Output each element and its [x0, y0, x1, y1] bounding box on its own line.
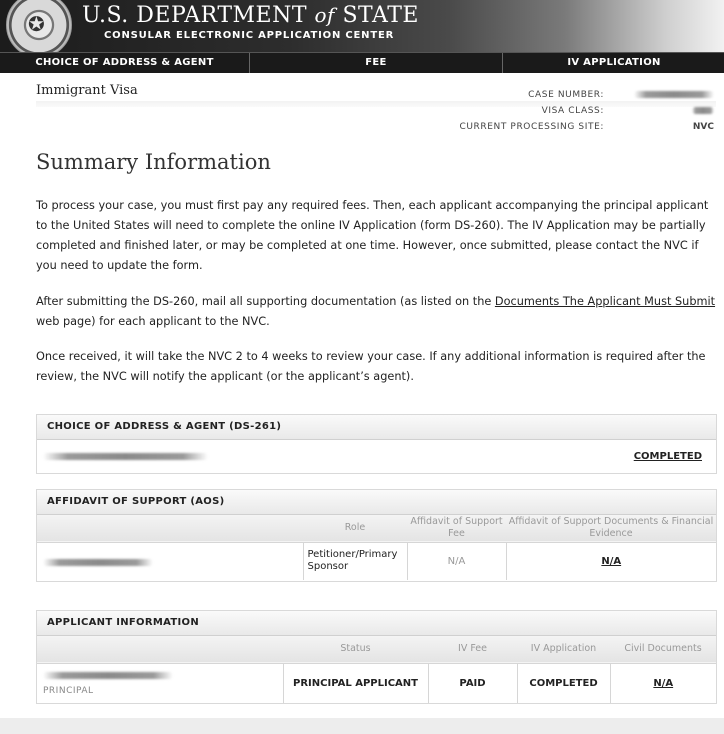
aos-role: Petitioner/Primary Sponsor — [303, 542, 407, 580]
aos-section — [36, 489, 717, 582]
visa-class-label: VISA CLASS: — [541, 106, 604, 116]
address-agent-status-link[interactable]: COMPLETED — [633, 451, 702, 462]
aos-documents-link[interactable]: N/A — [601, 555, 622, 567]
nav-tab-fee[interactable]: FEE — [250, 53, 503, 73]
main-nav — [0, 52, 724, 73]
applicant-col-status: Status — [340, 643, 371, 655]
summary-paragraph-review: Once received, it will take the NVC 2 to 4 weeks to review your case. If any additional information is required after the review, the NVC will notify the applicant (or the applicant’s agent). — [36, 350, 706, 383]
applicant-iv-application: COMPLETED — [517, 663, 610, 703]
applicant-status: PRINCIPAL APPLICANT — [283, 663, 428, 703]
state-department-seal-icon: ✪ — [6, 0, 72, 52]
summary-paragraph-fees: To process your case, you must first pay any required fees. Then, each applicant accompanying the principal applicant to the United States will need to complete the online IV Application (form DS-260). The IV Application may be partially completed and finished later, or may be completed at one time. However, once submitted, please contact the NVC if you need to update the form. — [36, 199, 709, 272]
site-subtitle: CONSULAR ELECTRONIC APPLICATION CENTER — [104, 30, 395, 41]
redacted-visa-class — [692, 107, 714, 114]
aos-col-fee: Affidavit of Support Fee — [410, 516, 503, 540]
redacted-applicant-name — [43, 672, 173, 679]
case-number-label: CASE NUMBER: — [528, 90, 604, 100]
aos-fee: N/A — [407, 542, 506, 580]
processing-site-label: CURRENT PROCESSING SITE: — [459, 122, 604, 132]
aos-col-role: Role — [344, 522, 366, 534]
applicant-col-iv-fee: IV Fee — [458, 643, 487, 655]
site-header — [0, 0, 724, 52]
applicant-civil-documents-link[interactable]: N/A — [653, 677, 674, 689]
applicant-col-iv-application: IV Application — [530, 643, 597, 655]
footer-bar — [0, 718, 724, 734]
aos-heading: AFFIDAVIT OF SUPPORT (AOS) — [37, 490, 716, 515]
applicant-row — [37, 663, 716, 703]
address-agent-heading: CHOICE OF ADDRESS & AGENT (DS-261) — [37, 415, 716, 440]
aos-col-documents: Affidavit of Support Documents & Financial Evidence — [508, 516, 714, 540]
redacted-sponsor-name — [43, 559, 153, 566]
summary-paragraph-documents: After submitting the DS-260, mail all supporting documentation (as listed on the Documents The Applicant Must Submit web page) for each applicant to the NVC. — [36, 295, 716, 328]
applicant-heading: APPLICANT INFORMATION — [37, 611, 716, 636]
nav-tab-iv-application[interactable]: IV APPLICATION — [567, 57, 661, 68]
nav-tab-address-agent[interactable]: CHOICE OF ADDRESS & AGENT — [0, 53, 250, 73]
case-info — [459, 87, 714, 135]
address-agent-section — [36, 414, 717, 474]
visa-type-label: Immigrant Visa — [36, 83, 138, 98]
redacted-case-number — [634, 91, 714, 98]
aos-row — [37, 542, 716, 580]
site-title: U.S. DEPARTMENT of STATE — [82, 3, 419, 28]
processing-site-value: NVC — [692, 122, 714, 132]
applicant-section — [36, 610, 717, 704]
summary-heading: Summary Information — [36, 150, 271, 174]
documents-link[interactable]: Documents The Applicant Must Submit — [494, 295, 716, 308]
redacted-agent-name — [43, 453, 208, 460]
applicant-iv-fee: PAID — [428, 663, 517, 703]
applicant-col-civil-documents: Civil Documents — [624, 643, 702, 655]
applicant-role-label: PRINCIPAL — [43, 685, 94, 696]
